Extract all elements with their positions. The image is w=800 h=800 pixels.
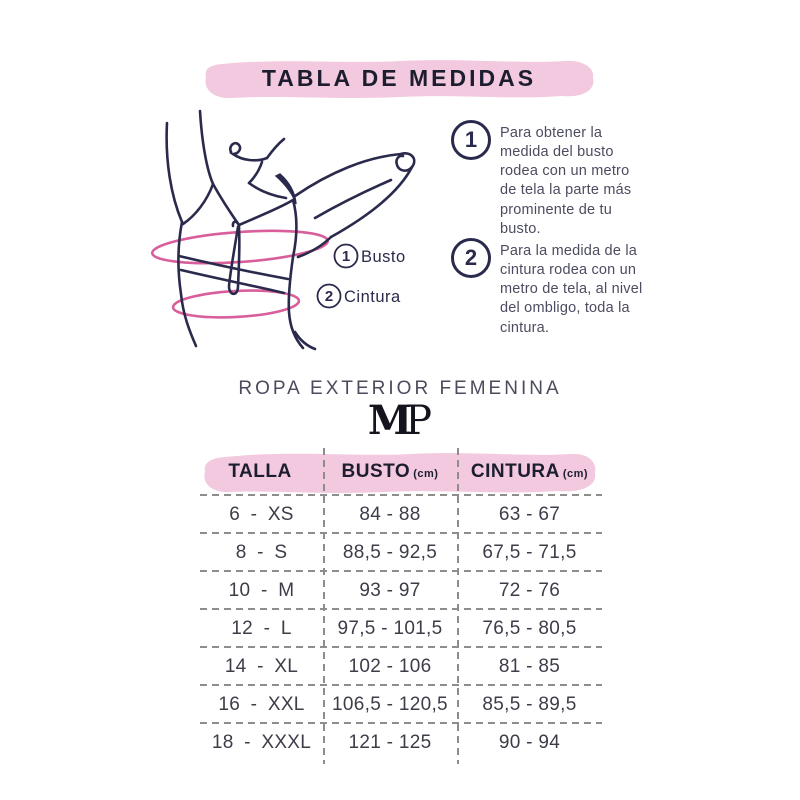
table-row xyxy=(200,572,602,610)
column-divider xyxy=(323,448,325,764)
table-row xyxy=(200,648,602,686)
step-2-text: Para la medida de la cintura rodea con un metro de tela, al nivel del ombligo, toda la cintura. xyxy=(500,243,643,336)
table-row xyxy=(200,686,602,724)
cell-talla: 10 - M xyxy=(228,580,295,601)
column-header-busto-unit: (cm) xyxy=(413,468,439,480)
cell-cintura: 85,5 - 89,5 xyxy=(482,694,577,715)
cell-cintura: 90 - 94 xyxy=(498,732,561,753)
title-banner xyxy=(200,56,598,101)
step-1-number: 1 xyxy=(464,127,478,152)
cell-busto: 93 - 97 xyxy=(359,580,421,601)
column-divider xyxy=(457,448,459,764)
cell-talla: 6 - XS xyxy=(229,504,294,525)
step-1-text: Para obtener la medida del busto rodea con un metro de tela la parte más prominente de tu busto. xyxy=(500,125,632,237)
column-header-talla xyxy=(200,448,323,496)
busto-callout-label: Busto xyxy=(361,248,406,266)
section-title: ROPA EXTERIOR FEMENINA xyxy=(238,378,562,399)
cell-busto: 106,5 - 120,5 xyxy=(332,694,448,715)
cell-cintura: 72 - 76 xyxy=(498,580,561,601)
cell-talla: 8 - S xyxy=(235,542,288,563)
column-header-busto xyxy=(323,448,457,496)
page-title: TABLA DE MEDIDAS xyxy=(261,65,537,91)
cell-talla: 12 - L xyxy=(231,618,292,639)
cintura-callout-number: 2 xyxy=(324,288,334,305)
cintura-callout-label: Cintura xyxy=(344,288,401,306)
cell-busto: 97,5 - 101,5 xyxy=(337,618,443,639)
column-header-talla-label: TALLA xyxy=(228,461,292,482)
busto-callout xyxy=(335,245,406,268)
busto-callout-number: 1 xyxy=(341,248,351,265)
brand-logo-m: M xyxy=(367,397,413,444)
step-2-badge xyxy=(451,238,491,278)
column-header-busto-label: BUSTO xyxy=(341,461,411,482)
step-1-badge xyxy=(451,120,491,160)
column-header-cintura xyxy=(457,448,602,496)
brand-logo-p: P xyxy=(405,398,433,444)
cell-busto: 102 - 106 xyxy=(348,656,432,677)
table-row xyxy=(200,496,602,534)
size-table-header xyxy=(200,448,602,496)
column-header-cintura-label: CINTURA xyxy=(470,461,560,482)
cell-talla: 16 - XXL xyxy=(218,694,305,715)
cell-busto: 88,5 - 92,5 xyxy=(342,542,438,563)
column-header-cintura-unit: (cm) xyxy=(562,468,589,480)
cell-busto: 121 - 125 xyxy=(348,732,432,753)
table-row xyxy=(200,724,602,762)
cell-talla: 18 - XXXL xyxy=(211,732,312,753)
cell-cintura: 67,5 - 71,5 xyxy=(482,542,577,563)
brand-logo xyxy=(0,399,800,443)
cell-cintura: 81 - 85 xyxy=(498,656,561,677)
size-table xyxy=(200,448,602,764)
cell-cintura: 76,5 - 80,5 xyxy=(482,618,577,639)
cell-busto: 84 - 88 xyxy=(359,504,421,525)
cell-cintura: 63 - 67 xyxy=(498,504,561,525)
step-2-number: 2 xyxy=(464,245,478,270)
measurement-figure-illustration xyxy=(145,106,445,351)
cintura-callout xyxy=(318,285,402,308)
cell-talla: 14 - XL xyxy=(224,656,299,677)
table-row xyxy=(200,610,602,648)
table-row xyxy=(200,534,602,572)
